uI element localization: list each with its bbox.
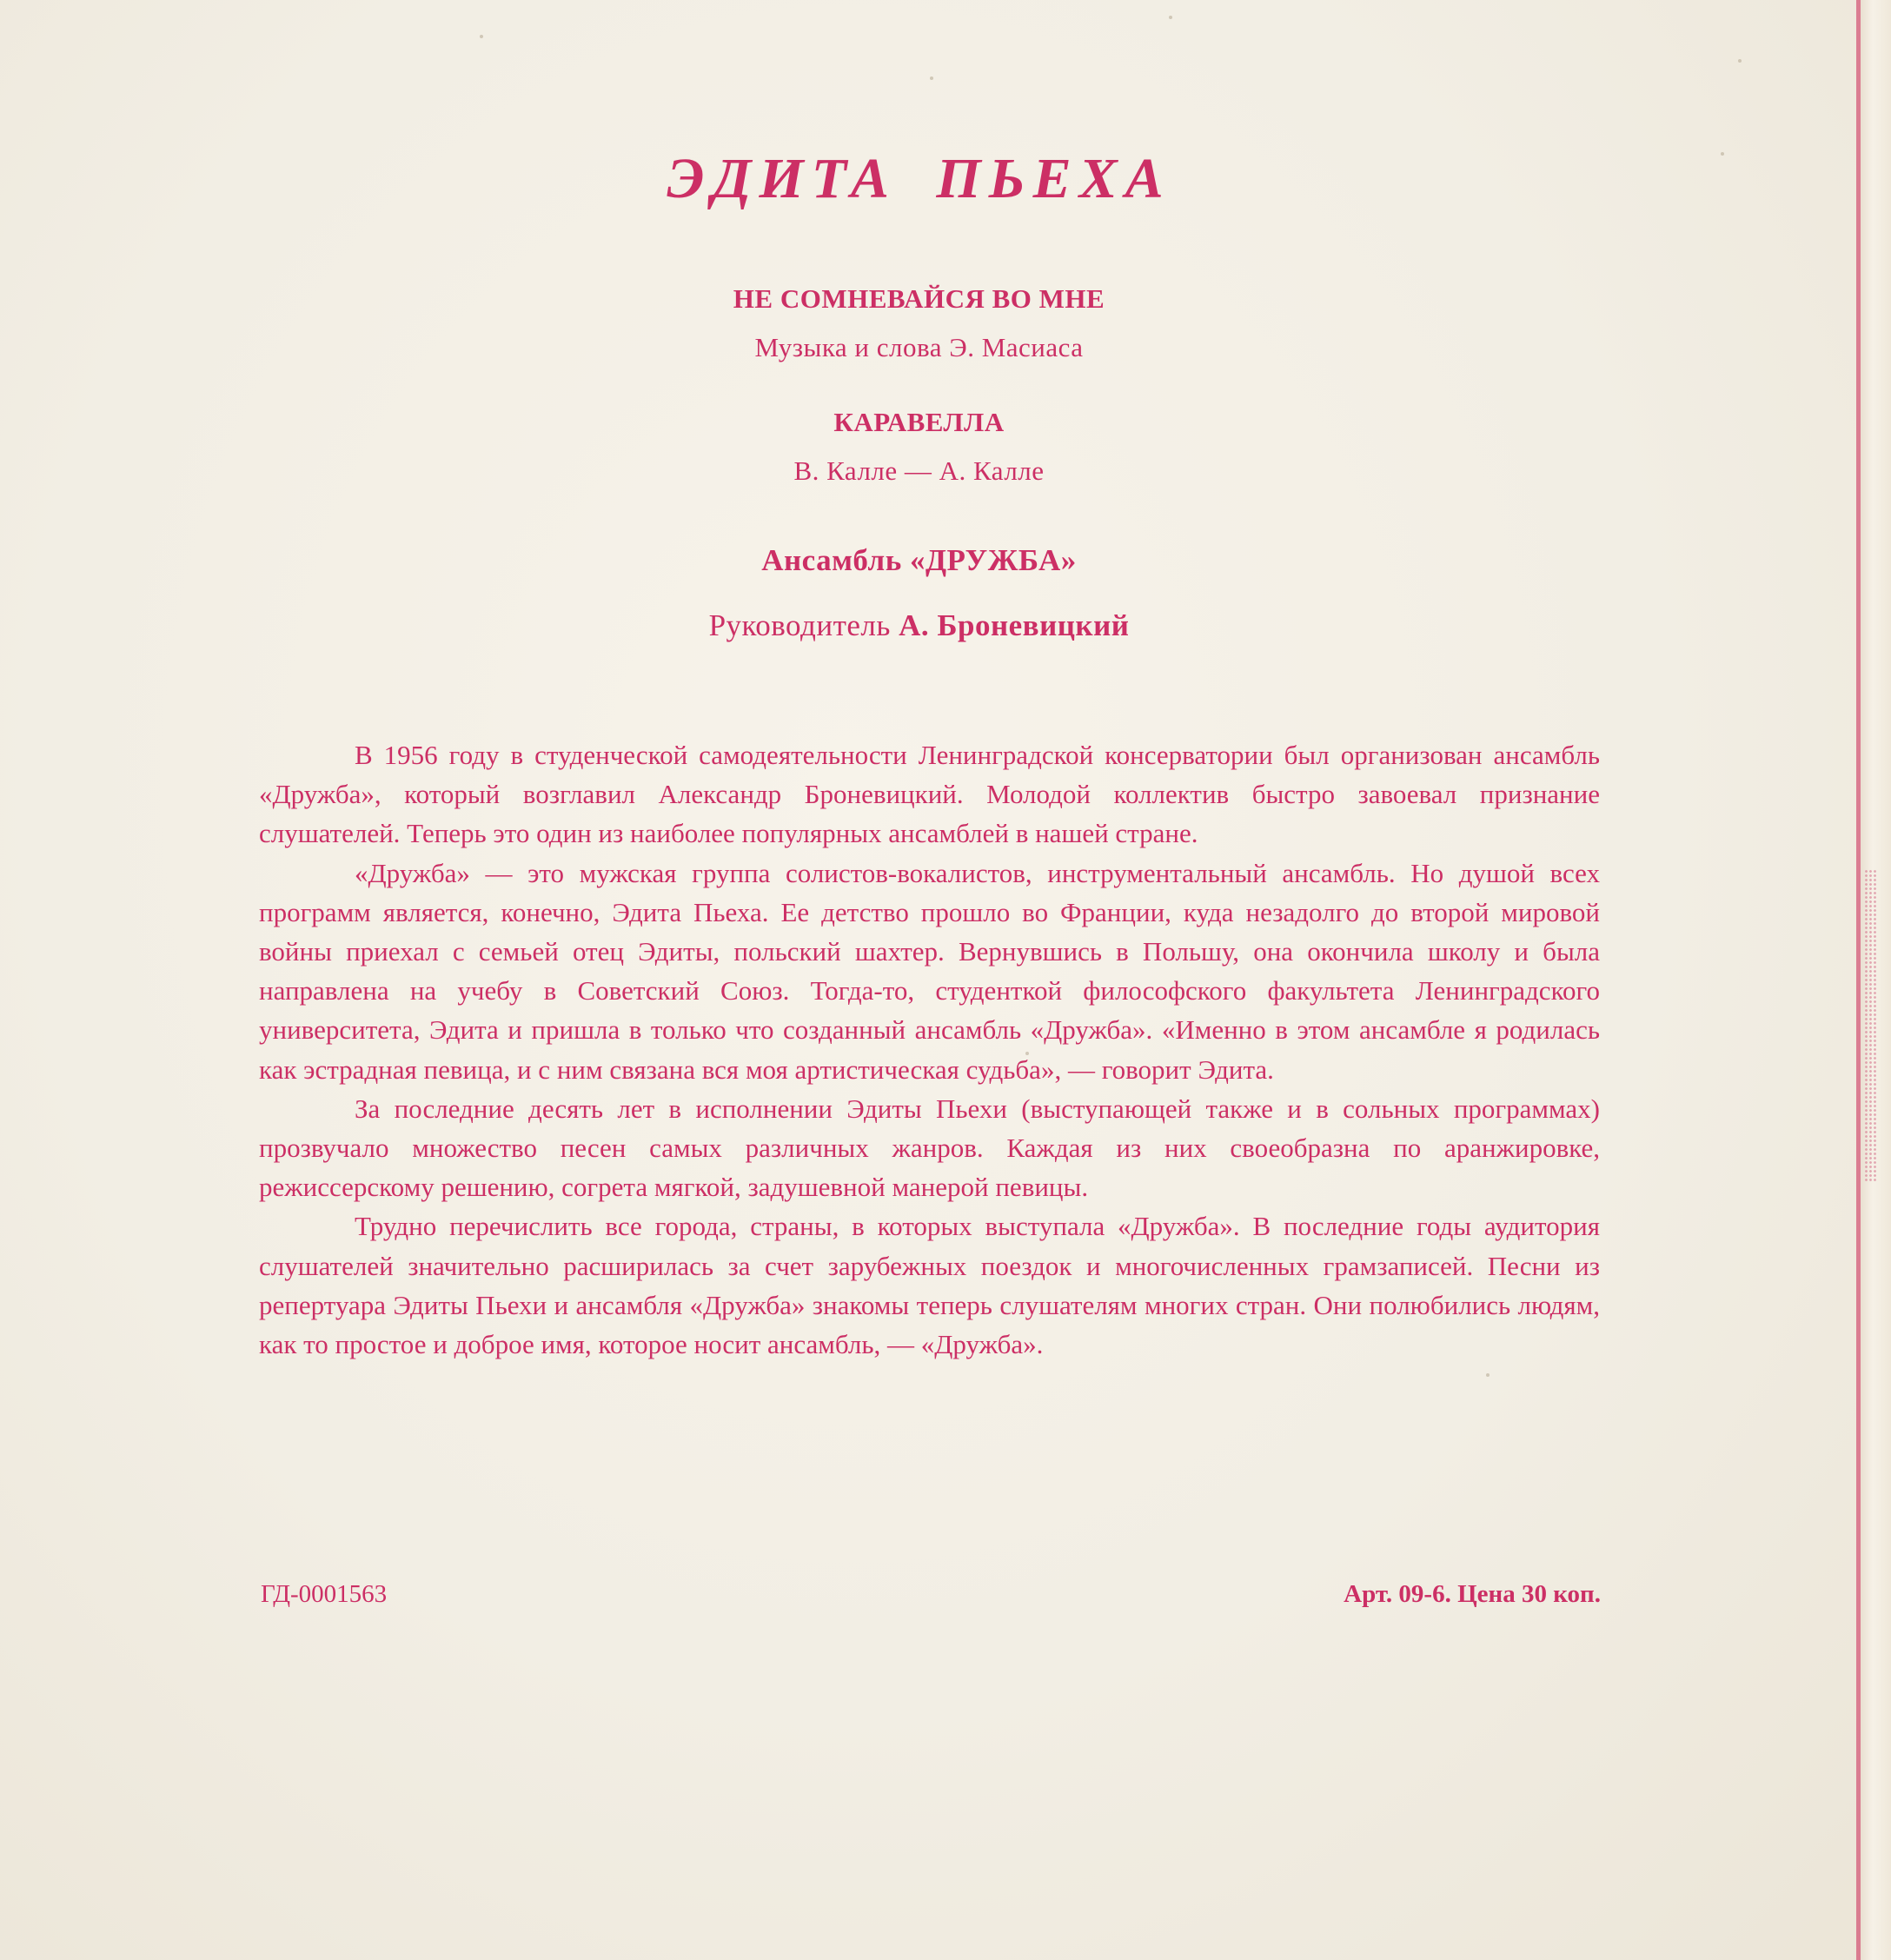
paper-speck: [480, 35, 483, 38]
liner-paragraph: Трудно перечислить все города, страны, в которых выступала «Дружба». В последние годы аудитория слушателей значительно расширилась за счет зарубежных поездок и многочисленных грамзаписей. Песни из репертуара Эдиты Пьехи и ансамбля «Дружба» знакомы теперь слушателям многих стран. Они полюбились людям, как то простое и доброе имя, которое носит ансамбль, — «Дружба».: [259, 1211, 1600, 1360]
song-1-credit: Музыка и слова Э. Масиаса: [754, 332, 1084, 362]
song-2-credit: В. Калле — А. Калле: [793, 455, 1045, 486]
liner-paragraph: В 1956 году в студенческой самодеятельности Ленинградской консерватории был организован ансамбль «Дружба», который возглавил Александр Броневицкий. Молодой коллектив быстро завоевал признание слушателей. Теперь это один из наиболее популярных ансамблей в нашей стране.: [259, 740, 1600, 849]
leader-label: Руководитель: [708, 608, 891, 642]
ensemble-name: Ансамбль «ДРУЖБА»: [761, 543, 1077, 577]
ensemble-leader: [0, 608, 1838, 643]
halftone-dot-band: [1864, 869, 1876, 1182]
catalog-number: ГД-0001563: [261, 1580, 388, 1608]
price-line: Арт. 09-6. Цена 30 коп.: [1344, 1580, 1601, 1608]
paper-speck: [1486, 1373, 1490, 1377]
paper-speck: [1738, 59, 1742, 63]
song-1-title: НЕ СОМНЕВАЙСЯ ВО МНЕ: [733, 283, 1105, 314]
liner-paragraph: За последние десять лет в исполнении Эдиты Пьехи (выступающей также и в сольных программах) прозвучало множество песен самых различных жанров. Каждая из них своеобразна по аранжировке, режиссерскому решению, согрета мягкой, задушевной манерой певицы.: [259, 1093, 1600, 1203]
song-2-title: КАРАВЕЛЛА: [833, 407, 1005, 437]
leader-name: А. Броневицкий: [899, 608, 1130, 642]
liner-notes: [259, 735, 1600, 1364]
artist-title: ЭДИТА ПЬЕХА: [667, 147, 1171, 210]
paper-speck: [930, 76, 933, 80]
paper-speck: [1169, 16, 1172, 19]
liner-paragraph: «Дружба» — это мужская группа солистов-вокалистов, инструментальный ансамбль. Но душой всех программ является, конечно, Эдита Пьеха. Ее детство прошло во Франции, куда незадолго до второй мировой войны приехал с семьей отец Эдиты, польский шахтер. Вернувшись в Польшу, она окончила школу и была направлена на учебу в Советский Союз. Тогда-то, студенткой философского факультета Ленинградского университета, Эдита и пришла в только что созданный ансамбль «Дружба». «Именно в этом ансамбле я родилась как эстрадная певица, и с ним связана вся моя артистическая судьба», — говорит Эдита.: [259, 857, 1600, 1085]
